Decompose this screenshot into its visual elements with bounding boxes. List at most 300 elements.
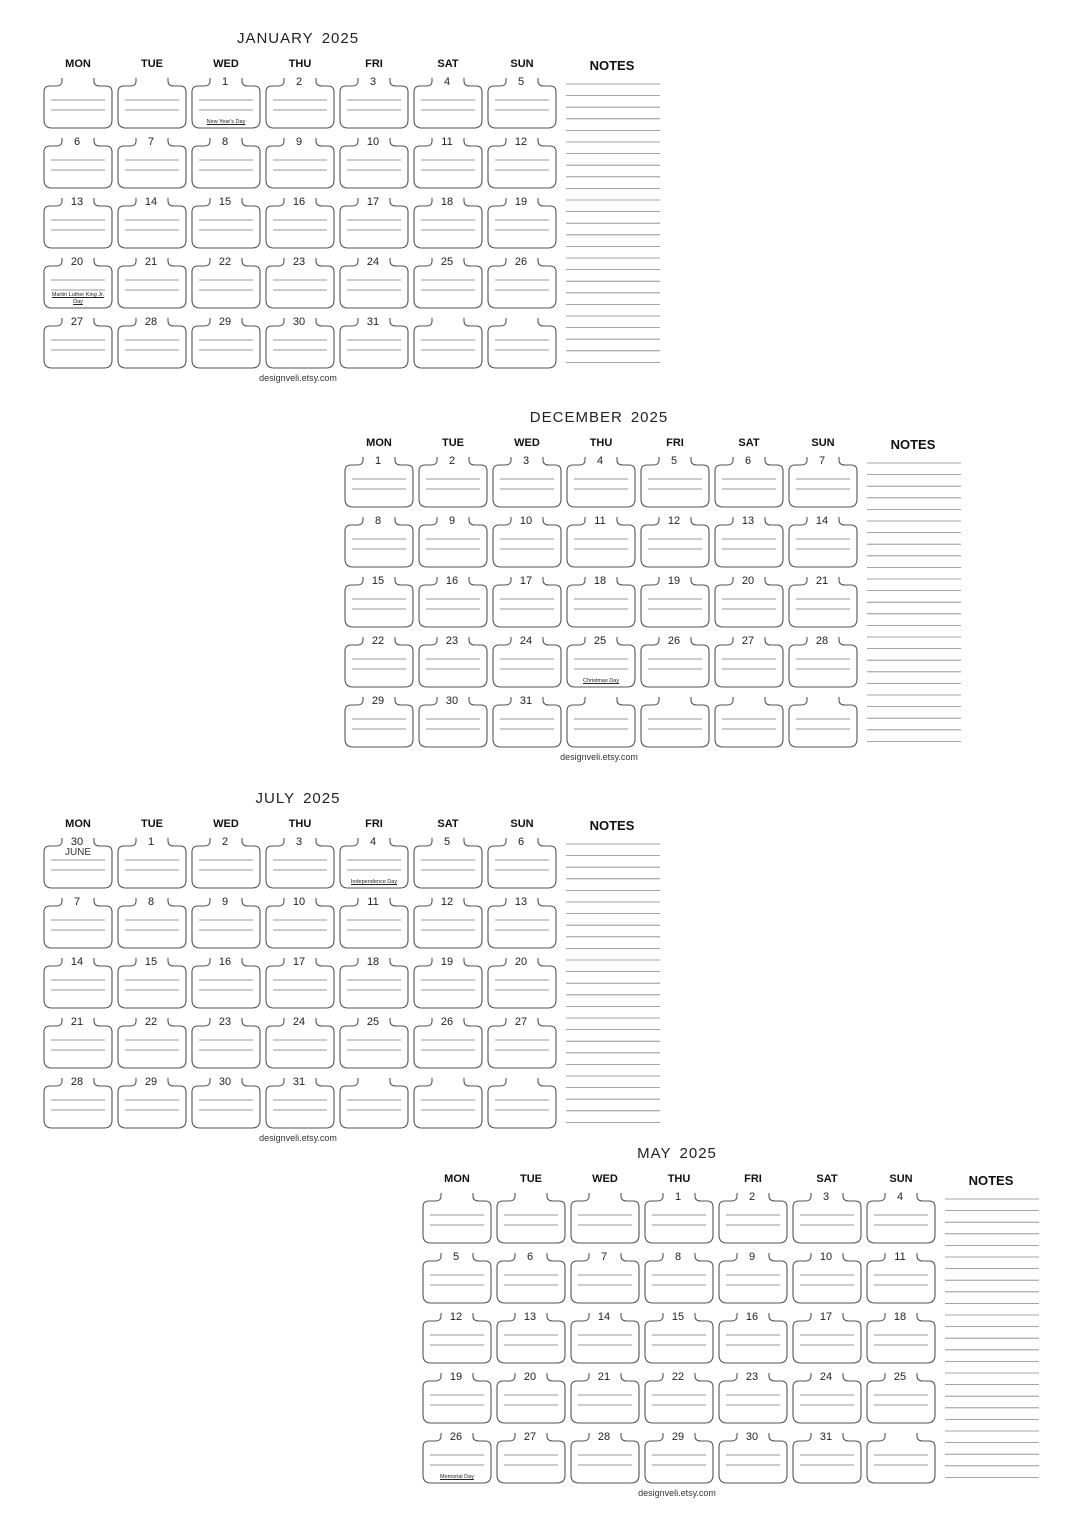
day-cell[interactable]	[264, 954, 336, 1010]
day-cell[interactable]	[717, 1429, 789, 1485]
day-number: 4	[896, 1191, 904, 1203]
day-cell[interactable]	[116, 314, 188, 370]
day-cell[interactable]	[491, 513, 563, 569]
day-cell[interactable]	[190, 1014, 262, 1070]
day-number: 9	[448, 515, 456, 527]
day-cell[interactable]	[343, 573, 415, 629]
day-cell[interactable]	[417, 453, 489, 509]
weekday-header-wed: WED	[514, 437, 540, 449]
day-cell[interactable]	[643, 1189, 715, 1245]
day-number: 21	[144, 256, 158, 268]
day-cell[interactable]	[865, 1309, 937, 1365]
day-cell-frame	[486, 314, 558, 370]
day-cell[interactable]	[264, 74, 336, 130]
day-cell[interactable]	[116, 194, 188, 250]
day-cell-frame	[639, 693, 711, 749]
weekday-header-mon: MON	[65, 818, 91, 830]
day-number: 7	[147, 136, 155, 148]
day-cell[interactable]	[639, 513, 711, 569]
day-cell[interactable]	[338, 314, 410, 370]
day-number: 3	[522, 455, 530, 467]
weekday-header-thu: THU	[667, 1173, 691, 1185]
day-cell[interactable]	[190, 74, 262, 130]
day-cell[interactable]	[42, 894, 114, 950]
day-number: 27	[514, 1016, 528, 1028]
month-name: JULY	[255, 790, 296, 807]
notes-heading: NOTES	[968, 1173, 1014, 1188]
day-number: 4	[369, 836, 377, 848]
day-cell-frame	[42, 74, 114, 130]
day-cell[interactable]	[116, 74, 188, 130]
day-cell[interactable]	[713, 633, 785, 689]
day-number: 2	[295, 76, 303, 88]
day-cell[interactable]	[116, 1074, 188, 1130]
day-number: 21	[70, 1016, 84, 1028]
day-number: 17	[519, 575, 533, 587]
day-number: 3	[295, 836, 303, 848]
day-number: 13	[70, 196, 84, 208]
day-cell[interactable]	[495, 1189, 567, 1245]
month-name: MAY	[637, 1145, 672, 1162]
day-number: 14	[815, 515, 829, 527]
day-cell[interactable]	[412, 894, 484, 950]
notes-heading: NOTES	[589, 58, 635, 73]
day-cell[interactable]	[639, 633, 711, 689]
day-number: 7	[600, 1251, 608, 1263]
day-number: 2	[221, 836, 229, 848]
day-number: 20	[514, 956, 528, 968]
day-number: 19	[667, 575, 681, 587]
day-cell[interactable]	[569, 1369, 641, 1425]
day-number: 13	[741, 515, 755, 527]
day-cell[interactable]	[338, 134, 410, 190]
day-cell[interactable]	[491, 573, 563, 629]
day-number: 20	[523, 1371, 537, 1383]
previous-month-label: JUNE	[64, 847, 92, 858]
day-number: 3	[822, 1191, 830, 1203]
weekday-header-mon: MON	[65, 58, 91, 70]
day-cell-frame	[565, 693, 637, 749]
day-cell[interactable]	[42, 954, 114, 1010]
day-cell[interactable]	[787, 573, 859, 629]
day-number: 26	[440, 1016, 454, 1028]
day-cell[interactable]	[787, 513, 859, 569]
day-number: 15	[144, 956, 158, 968]
notes-heading: NOTES	[890, 437, 936, 452]
day-number: 28	[815, 635, 829, 647]
day-number: 25	[440, 256, 454, 268]
day-cell[interactable]	[343, 453, 415, 509]
day-cell[interactable]	[486, 194, 558, 250]
day-number: 23	[292, 256, 306, 268]
day-cell[interactable]	[865, 1249, 937, 1305]
weekday-header-sun: SUN	[811, 437, 835, 449]
weekday-header-sat: SAT	[437, 58, 459, 70]
day-cell[interactable]	[343, 633, 415, 689]
day-number: 6	[517, 836, 525, 848]
day-number: 16	[445, 575, 459, 587]
day-cell[interactable]	[116, 954, 188, 1010]
day-cell[interactable]	[42, 314, 114, 370]
day-cell[interactable]	[42, 1014, 114, 1070]
notes-lines[interactable]	[564, 80, 662, 370]
month-year: 2025	[321, 30, 360, 47]
day-cell-frame	[713, 693, 785, 749]
holiday-label: Christmas Day	[582, 678, 620, 684]
day-number: 1	[374, 455, 382, 467]
weekday-header-fri: FRI	[744, 1173, 762, 1185]
month-title	[343, 409, 855, 426]
day-number: 1	[221, 76, 229, 88]
day-number: 13	[523, 1311, 537, 1323]
day-number: 8	[674, 1251, 682, 1263]
day-cell[interactable]	[264, 1074, 336, 1130]
day-cell[interactable]	[791, 1189, 863, 1245]
day-cell[interactable]	[190, 1074, 262, 1130]
day-cell[interactable]	[264, 834, 336, 890]
calendar-july	[42, 790, 672, 1150]
day-number: 10	[366, 136, 380, 148]
day-cell[interactable]	[569, 1189, 641, 1245]
day-number: 27	[70, 316, 84, 328]
day-cell[interactable]	[791, 1249, 863, 1305]
weekday-header-fri: FRI	[365, 818, 383, 830]
day-cell[interactable]	[190, 134, 262, 190]
footer-credit: designveli.etsy.com	[560, 752, 638, 762]
day-cell[interactable]	[343, 513, 415, 569]
day-cell[interactable]	[264, 194, 336, 250]
footer-credit: designveli.etsy.com	[259, 1133, 337, 1143]
day-cell[interactable]	[190, 194, 262, 250]
day-cell[interactable]	[417, 633, 489, 689]
day-cell[interactable]	[338, 1074, 410, 1130]
day-number: 19	[449, 1371, 463, 1383]
day-number: 18	[893, 1311, 907, 1323]
day-cell[interactable]	[42, 834, 114, 890]
day-cell[interactable]	[190, 954, 262, 1010]
day-cell[interactable]	[491, 633, 563, 689]
day-cell[interactable]	[42, 134, 114, 190]
day-number: 23	[745, 1371, 759, 1383]
notes-lines[interactable]	[564, 840, 662, 1130]
day-cell[interactable]	[338, 954, 410, 1010]
day-cell[interactable]	[787, 693, 859, 749]
day-cell[interactable]	[421, 1369, 493, 1425]
day-cell[interactable]	[565, 633, 637, 689]
day-cell[interactable]	[643, 1369, 715, 1425]
day-number: 21	[815, 575, 829, 587]
weekday-header-tue: TUE	[442, 437, 464, 449]
day-number: 9	[748, 1251, 756, 1263]
day-cell[interactable]	[264, 894, 336, 950]
day-number: 4	[596, 455, 604, 467]
day-cell[interactable]	[486, 1014, 558, 1070]
day-number: 5	[452, 1251, 460, 1263]
day-cell[interactable]	[42, 194, 114, 250]
day-number: 17	[819, 1311, 833, 1323]
day-cell[interactable]	[264, 134, 336, 190]
day-number: 17	[366, 196, 380, 208]
day-cell-frame	[412, 1074, 484, 1130]
day-cell[interactable]	[412, 194, 484, 250]
day-cell[interactable]	[421, 1249, 493, 1305]
day-cell[interactable]	[565, 453, 637, 509]
day-number: 24	[366, 256, 380, 268]
day-cell[interactable]	[486, 314, 558, 370]
day-cell[interactable]	[791, 1429, 863, 1485]
day-cell[interactable]	[338, 894, 410, 950]
day-number: 17	[292, 956, 306, 968]
day-cell[interactable]	[412, 1014, 484, 1070]
day-cell[interactable]	[42, 254, 114, 310]
day-number: 11	[894, 1251, 906, 1263]
day-number: 9	[221, 896, 229, 908]
day-number: 18	[440, 196, 454, 208]
day-number: 22	[671, 1371, 685, 1383]
day-number: 12	[449, 1311, 463, 1323]
weekday-header-sun: SUN	[510, 818, 534, 830]
day-number: 5	[517, 76, 525, 88]
day-number: 2	[748, 1191, 756, 1203]
day-cell[interactable]	[486, 894, 558, 950]
day-number: 3	[369, 76, 377, 88]
day-cell[interactable]	[116, 834, 188, 890]
day-cell[interactable]	[486, 254, 558, 310]
day-number: 29	[671, 1431, 685, 1443]
calendar-january	[42, 30, 672, 390]
day-number: 8	[374, 515, 382, 527]
day-number: 15	[218, 196, 232, 208]
day-cell[interactable]	[190, 834, 262, 890]
day-number: 26	[449, 1431, 463, 1443]
holiday-label: Memorial Day	[440, 1474, 474, 1480]
day-cell[interactable]	[116, 1014, 188, 1070]
calendar-may	[421, 1145, 1051, 1505]
day-cell[interactable]	[486, 74, 558, 130]
day-number: 24	[292, 1016, 306, 1028]
day-cell[interactable]	[491, 453, 563, 509]
day-cell-frame	[486, 1074, 558, 1130]
day-cell[interactable]	[417, 693, 489, 749]
notes-lines[interactable]	[943, 1195, 1041, 1485]
day-cell[interactable]	[569, 1309, 641, 1365]
day-cell[interactable]	[343, 693, 415, 749]
day-number: 18	[593, 575, 607, 587]
holiday-label: New Year's Day	[206, 119, 246, 125]
weekday-header-wed: WED	[592, 1173, 618, 1185]
day-cell-frame	[116, 74, 188, 130]
day-number: 5	[443, 836, 451, 848]
day-cell[interactable]	[190, 314, 262, 370]
month-title	[42, 790, 554, 807]
day-number: 22	[218, 256, 232, 268]
day-number: 9	[295, 136, 303, 148]
weekday-header-sat: SAT	[738, 437, 760, 449]
day-cell-frame	[495, 1189, 567, 1245]
day-cell[interactable]	[486, 954, 558, 1010]
day-number: 19	[514, 196, 528, 208]
day-cell[interactable]	[338, 834, 410, 890]
day-cell[interactable]	[865, 1429, 937, 1485]
day-number: 8	[221, 136, 229, 148]
day-cell[interactable]	[264, 314, 336, 370]
day-cell[interactable]	[338, 74, 410, 130]
day-number: 1	[674, 1191, 682, 1203]
day-cell[interactable]	[116, 894, 188, 950]
month-name: DECEMBER	[529, 409, 623, 426]
day-cell[interactable]	[264, 1014, 336, 1070]
weekday-header-sat: SAT	[437, 818, 459, 830]
day-cell[interactable]	[412, 314, 484, 370]
day-cell[interactable]	[486, 834, 558, 890]
day-cell[interactable]	[338, 1014, 410, 1070]
day-number: 31	[292, 1076, 306, 1088]
day-cell[interactable]	[412, 74, 484, 130]
weekday-header-sat: SAT	[816, 1173, 838, 1185]
day-cell[interactable]	[787, 633, 859, 689]
day-number: 8	[147, 896, 155, 908]
day-cell[interactable]	[338, 254, 410, 310]
day-cell-frame	[338, 1074, 410, 1130]
day-number: 29	[218, 316, 232, 328]
day-cell[interactable]	[717, 1189, 789, 1245]
weekday-header-tue: TUE	[520, 1173, 542, 1185]
weekday-header-wed: WED	[213, 818, 239, 830]
day-number: 29	[144, 1076, 158, 1088]
day-cell[interactable]	[116, 134, 188, 190]
weekday-header-sun: SUN	[510, 58, 534, 70]
day-number: 15	[671, 1311, 685, 1323]
day-cell[interactable]	[486, 134, 558, 190]
day-cell[interactable]	[643, 1249, 715, 1305]
day-number: 7	[818, 455, 826, 467]
day-number: 7	[73, 896, 81, 908]
day-cell[interactable]	[791, 1369, 863, 1425]
day-cell[interactable]	[713, 693, 785, 749]
day-cell[interactable]	[639, 573, 711, 629]
day-cell[interactable]	[412, 1074, 484, 1130]
day-cell[interactable]	[495, 1249, 567, 1305]
day-number: 11	[367, 896, 379, 908]
day-cell[interactable]	[495, 1429, 567, 1485]
day-cell[interactable]	[569, 1429, 641, 1485]
day-number: 6	[526, 1251, 534, 1263]
day-cell[interactable]	[787, 453, 859, 509]
day-cell[interactable]	[412, 834, 484, 890]
month-title	[421, 1145, 933, 1162]
day-cell[interactable]	[412, 134, 484, 190]
day-number: 25	[893, 1371, 907, 1383]
month-year: 2025	[679, 1145, 717, 1162]
day-cell[interactable]	[865, 1189, 937, 1245]
holiday-label: Independence Day	[350, 879, 398, 885]
day-cell[interactable]	[791, 1309, 863, 1365]
day-cell[interactable]	[565, 513, 637, 569]
day-number: 19	[440, 956, 454, 968]
notes-lines[interactable]	[865, 459, 963, 749]
day-cell[interactable]	[412, 254, 484, 310]
calendar-december	[343, 409, 973, 769]
month-title	[42, 30, 554, 47]
day-number: 13	[514, 896, 528, 908]
day-number: 23	[218, 1016, 232, 1028]
day-cell[interactable]	[412, 954, 484, 1010]
day-cell[interactable]	[486, 1074, 558, 1130]
weekday-header-fri: FRI	[365, 58, 383, 70]
day-number: 11	[441, 136, 453, 148]
day-cell[interactable]	[713, 573, 785, 629]
day-cell[interactable]	[190, 894, 262, 950]
day-cell[interactable]	[565, 573, 637, 629]
day-cell[interactable]	[639, 693, 711, 749]
day-cell[interactable]	[421, 1429, 493, 1485]
day-number: 10	[292, 896, 306, 908]
weekday-header-thu: THU	[589, 437, 613, 449]
weekday-header-thu: THU	[288, 58, 312, 70]
day-cell[interactable]	[421, 1189, 493, 1245]
weekday-header-tue: TUE	[141, 818, 163, 830]
day-cell-frame	[412, 314, 484, 370]
day-number: 10	[819, 1251, 833, 1263]
day-number: 31	[366, 316, 380, 328]
day-cell[interactable]	[713, 513, 785, 569]
day-number: 15	[371, 575, 385, 587]
month-year: 2025	[630, 409, 669, 426]
weekday-header-tue: TUE	[141, 58, 163, 70]
day-number: 26	[667, 635, 681, 647]
day-number: 28	[597, 1431, 611, 1443]
day-cell[interactable]	[116, 254, 188, 310]
day-number: 25	[593, 635, 607, 647]
day-cell[interactable]	[421, 1309, 493, 1365]
day-number: 30	[70, 836, 84, 848]
day-cell-frame	[865, 1429, 937, 1485]
day-number: 29	[371, 695, 385, 707]
day-cell[interactable]	[264, 254, 336, 310]
day-cell[interactable]	[639, 453, 711, 509]
day-cell[interactable]	[190, 254, 262, 310]
footer-credit: designveli.etsy.com	[638, 1488, 716, 1498]
day-number: 11	[594, 515, 606, 527]
day-cell[interactable]	[42, 74, 114, 130]
day-cell[interactable]	[495, 1369, 567, 1425]
day-number: 30	[445, 695, 459, 707]
weekday-header-wed: WED	[213, 58, 239, 70]
day-cell[interactable]	[643, 1309, 715, 1365]
day-cell[interactable]	[717, 1249, 789, 1305]
day-number: 12	[514, 136, 528, 148]
day-number: 18	[366, 956, 380, 968]
day-cell[interactable]	[569, 1249, 641, 1305]
day-cell[interactable]	[565, 693, 637, 749]
day-cell[interactable]	[417, 513, 489, 569]
day-cell[interactable]	[713, 453, 785, 509]
day-number: 6	[744, 455, 752, 467]
day-number: 14	[144, 196, 158, 208]
day-cell[interactable]	[491, 693, 563, 749]
day-cell[interactable]	[717, 1309, 789, 1365]
day-cell[interactable]	[417, 573, 489, 629]
day-cell[interactable]	[42, 1074, 114, 1130]
footer-credit: designveli.etsy.com	[259, 373, 337, 383]
day-number: 14	[70, 956, 84, 968]
day-cell[interactable]	[338, 194, 410, 250]
day-cell[interactable]	[643, 1429, 715, 1485]
day-cell[interactable]	[865, 1369, 937, 1425]
day-cell[interactable]	[495, 1309, 567, 1365]
day-cell-frame	[569, 1189, 641, 1245]
day-cell[interactable]	[717, 1369, 789, 1425]
